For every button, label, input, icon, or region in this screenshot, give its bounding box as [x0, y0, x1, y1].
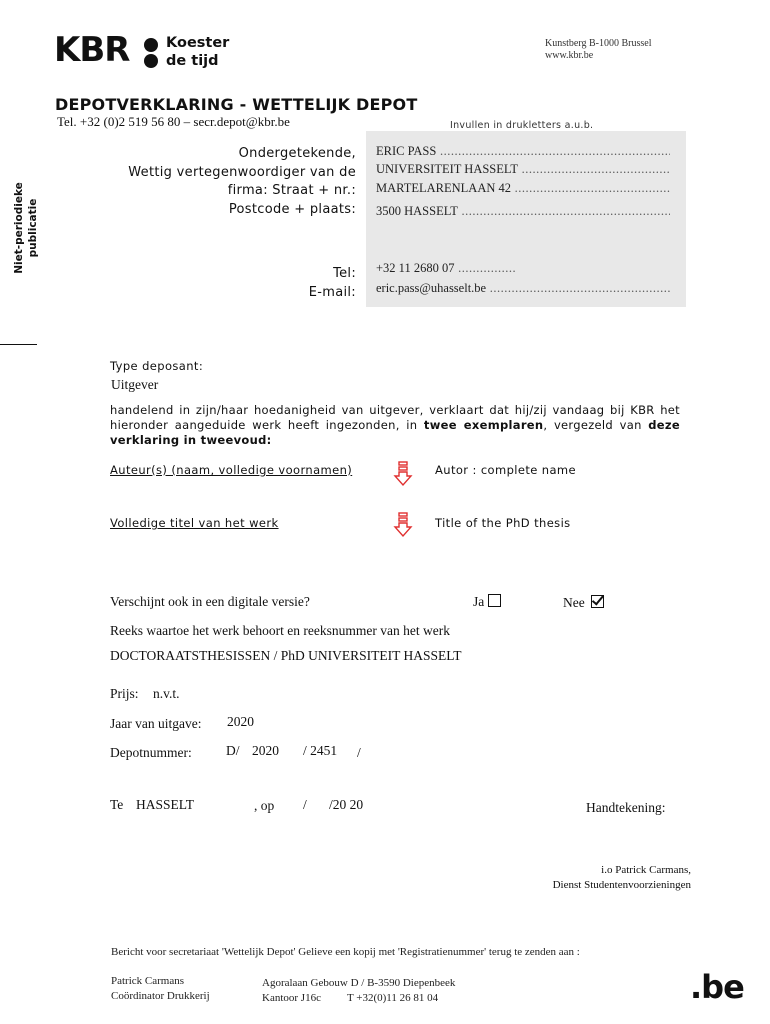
label-street: firma: Straat + nr.:	[227, 183, 356, 198]
date-separator: /	[303, 797, 307, 812]
side-label-line2: publicatie	[27, 198, 39, 258]
footer-address1: Agoralaan Gebouw D / B-3590 Diepenbeek	[262, 977, 456, 989]
deposit-number-year[interactable]: 2020	[252, 743, 279, 758]
label-undersigned: Ondergetekende,	[238, 146, 356, 161]
side-divider	[0, 344, 37, 345]
year-value[interactable]: 2020	[227, 714, 254, 729]
series-label: Reeks waartoe het werk behoort en reeksnummer van het werk	[110, 623, 450, 638]
footer-address2: Kantoor J16c	[262, 992, 321, 1004]
footer-role: Coördinator Drukkerij	[111, 990, 210, 1002]
depositor-value[interactable]: Uitgever	[111, 377, 159, 392]
date-year[interactable]: /20 20	[329, 797, 364, 812]
footer-phone: T +32(0)11 26 81 04	[346, 992, 439, 1004]
arrow-down-icon	[393, 461, 413, 487]
address-line2: www.kbr.be	[545, 50, 594, 61]
label-email: E-mail:	[308, 285, 356, 300]
signature-line1: i.o Patrick Carmans,	[601, 864, 691, 876]
tagline-line2: de tijd	[166, 53, 219, 69]
tagline-line1: Koester	[166, 35, 230, 51]
year-label: Jaar van uitgave:	[110, 716, 202, 731]
deposit-number-label: Depotnummer:	[110, 745, 192, 760]
page-title: DEPOTVERKLARING - WETTELIJK DEPOT	[55, 95, 418, 114]
company-field[interactable]: UNIVERSITEIT HASSELT .....	[376, 162, 670, 177]
kbr-tagline	[166, 34, 229, 70]
place-value[interactable]: HASSELT	[136, 797, 195, 812]
footer-contact	[111, 974, 210, 1004]
fill-hint: Invullen in drukletters a.u.b.	[450, 120, 594, 131]
address-line1: Kunstberg B-1000 Brussel	[545, 38, 652, 49]
email-field[interactable]: eric.pass@uhasselt.be .....	[376, 281, 670, 296]
footer-message: Bericht voor secretariaat 'Wettelijk Depot' Gelieve een kopij met 'Registratienummer' terug te zenden aan :	[111, 946, 580, 958]
tel-field[interactable]: +32 11 2680 07 .....	[376, 261, 516, 276]
price-value[interactable]: n.v.t.	[153, 686, 180, 701]
digital-question: Verschijnt ook in een digitale versie?	[110, 594, 310, 609]
signature-line2: Dienst Studentenvoorzieningen	[552, 879, 691, 891]
digital-no-checkbox-checked[interactable]	[591, 595, 604, 608]
be-logo: .be	[690, 968, 744, 1006]
contact-line: Tel. +32 (0)2 519 56 80 – secr.depot@kbr.be	[57, 114, 290, 129]
digital-yes-label: Ja	[473, 594, 485, 609]
digital-no-label: Nee	[563, 595, 585, 610]
price-label: Prijs:	[110, 686, 139, 701]
digital-no-option[interactable]	[563, 595, 604, 611]
kbr-logo-dots-icon	[144, 38, 158, 68]
footer-address	[262, 976, 455, 1006]
statement-paragraph: handelend in zijn/haar hoedanigheid van uitgever, verklaart dat hij/zij vandaag bij KBR het hieronder aangeduide werk heeft ingezonden, in twee exemplaren, vergezeld van deze verklaring in tweevoud:	[110, 403, 680, 447]
footer-name: Patrick Carmans	[111, 975, 185, 987]
side-label-line1: Niet-periodieke	[13, 182, 25, 274]
label-tel: Tel:	[333, 266, 356, 281]
deposit-number-prefix: D/	[226, 743, 240, 758]
postcode-field[interactable]: 3500 HASSELT .....	[376, 204, 670, 219]
digital-yes-checkbox[interactable]	[488, 594, 501, 607]
label-representative: Wettig vertegenwoordiger van de	[128, 165, 356, 180]
digital-yes-option[interactable]	[473, 594, 501, 610]
signature-block	[553, 863, 691, 893]
work-title-label: Volledige titel van het werk	[110, 516, 279, 530]
name-field[interactable]: ERIC PASS .....	[376, 144, 670, 159]
kbr-logo-text: KBR	[54, 30, 130, 70]
date-on: , op	[254, 798, 275, 813]
side-label	[12, 178, 56, 278]
authors-label: Auteur(s) (naam, volledige voornamen)	[110, 463, 353, 477]
series-value[interactable]: DOCTORAATSTHESISSEN / PhD UNIVERSITEIT HASSELT	[110, 648, 462, 663]
work-title-value[interactable]: Title of the PhD thesis	[435, 516, 571, 530]
arrow-down-icon	[393, 512, 413, 538]
authors-value[interactable]: Autor : complete name	[435, 463, 576, 477]
depositor-label: Type deposant:	[110, 359, 204, 373]
kbr-address	[545, 38, 651, 62]
street-field[interactable]: MARTELARENLAAN 42 .....	[376, 181, 670, 196]
deposit-number-suffix: /	[357, 745, 361, 760]
signature-label: Handtekening:	[586, 800, 666, 815]
place-prefix: Te	[110, 797, 124, 812]
label-postcode: Postcode + plaats:	[228, 202, 356, 217]
deposit-number-value[interactable]: / 2451	[303, 743, 338, 758]
